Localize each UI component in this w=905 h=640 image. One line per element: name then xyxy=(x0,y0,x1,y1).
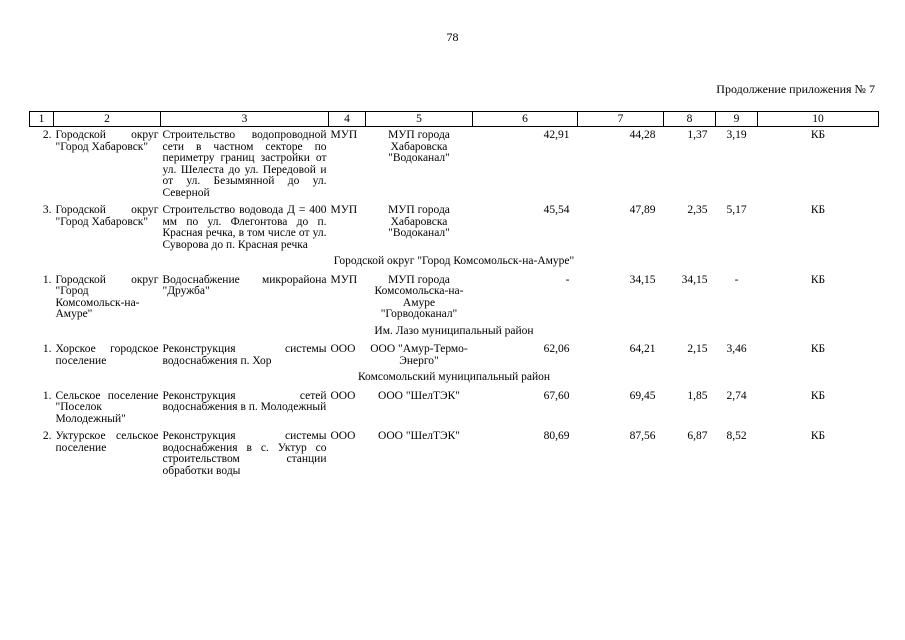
section-header-row xyxy=(30,370,879,388)
value-col9-cell: - xyxy=(734,273,739,286)
section-title: Комсомольский муниципальный район xyxy=(357,371,551,383)
value-col7-cell: 87,56 xyxy=(629,430,656,442)
measure-cell: Водоснабжение микрорайона "Дружба" xyxy=(162,273,327,297)
organization-cell: МУП города Хабаровска "Водоканал" xyxy=(388,204,450,239)
value-col9-cell: 8,52 xyxy=(726,430,747,442)
column-header: 1 xyxy=(30,112,54,127)
municipality-cell: Городской округ "Город Комсомольск-на-Амуре" xyxy=(55,273,159,320)
value-col6-cell: 42,91 xyxy=(543,129,570,141)
municipality-cell: Городской округ "Город Хабаровск" xyxy=(55,204,159,228)
value-col6-cell: 62,06 xyxy=(543,343,570,355)
table-row xyxy=(30,341,879,370)
value-col8-cell: 1,37 xyxy=(687,129,708,141)
section-header-row xyxy=(30,254,879,272)
table-row xyxy=(30,388,879,429)
row-number: 1. xyxy=(42,389,52,402)
value-col7-cell: 64,21 xyxy=(629,343,656,355)
column-header: 8 xyxy=(664,112,716,127)
funding-source-cell: КБ xyxy=(810,273,826,286)
municipality-cell: Хорское городское поселение xyxy=(55,343,159,367)
ownership-form-cell: МУП xyxy=(330,129,358,141)
value-col9-cell: 5,17 xyxy=(726,204,747,216)
row-number: 2. xyxy=(42,129,52,141)
column-header: 5 xyxy=(366,112,473,127)
row-number: 1. xyxy=(42,273,52,286)
value-col6-cell: 45,54 xyxy=(543,204,570,216)
value-col8-cell: 2,35 xyxy=(687,204,708,216)
table-header-row xyxy=(30,112,879,127)
value-col7-cell: 44,28 xyxy=(629,129,656,141)
ownership-form-cell: МУП xyxy=(330,204,358,216)
value-col6-cell: - xyxy=(565,273,570,286)
table-row xyxy=(30,428,879,480)
value-col7-cell: 34,15 xyxy=(629,273,656,286)
section-title: Городской округ "Город Комсомольск-на-Амуре" xyxy=(333,255,575,267)
ownership-form-cell: ООО xyxy=(330,343,356,355)
measure-cell: Реконструкция системы водоснабжения п. Хор xyxy=(162,343,327,367)
municipality-cell: Городской округ "Город Хабаровск" xyxy=(55,129,159,153)
row-number: 1. xyxy=(42,343,52,355)
section-header-row xyxy=(30,324,879,342)
municipality-cell: Сельское поселение "Поселок Молодежный" xyxy=(55,389,159,425)
value-col9-cell: 3,46 xyxy=(726,343,747,355)
measure-cell: Реконструкция сетей водоснабжения в п. Молодежный xyxy=(162,389,327,413)
row-number: 3. xyxy=(42,204,52,216)
value-col8-cell: 34,15 xyxy=(681,273,708,286)
funding-source-cell: КБ xyxy=(810,204,826,216)
investment-table xyxy=(29,111,879,480)
value-col8-cell: 1,85 xyxy=(687,389,708,402)
value-col6-cell: 80,69 xyxy=(543,430,570,442)
table-row xyxy=(30,127,879,203)
column-header: 10 xyxy=(758,112,879,127)
value-col7-cell: 47,89 xyxy=(629,204,656,216)
funding-source-cell: КБ xyxy=(810,129,826,141)
value-col8-cell: 2,15 xyxy=(687,343,708,355)
column-header: 7 xyxy=(578,112,664,127)
organization-cell: ООО "ШелТЭК" xyxy=(378,430,460,442)
value-col7-cell: 69,45 xyxy=(629,389,656,402)
organization-cell: МУП города Комсомольска-на-Амуре "Горводоканал" xyxy=(374,273,464,320)
ownership-form-cell: МУП xyxy=(330,273,358,286)
organization-cell: МУП города Хабаровска "Водоканал" xyxy=(388,129,450,164)
organization-cell: ООО "Амур-Термо-Энерго" xyxy=(370,343,468,367)
funding-source-cell: КБ xyxy=(810,343,826,355)
measure-cell: Строительство водовода Д = 400 мм по ул. Флегонтова до п. Красная речка, в том числе от ул. Суворова до п. Красная речка xyxy=(162,204,327,251)
value-col9-cell: 3,19 xyxy=(726,129,747,141)
measure-cell: Реконструкция системы водоснабжения в с. Уктур со строительством станции обработки воды xyxy=(162,430,327,477)
table-row xyxy=(30,202,879,254)
column-header: 3 xyxy=(161,112,329,127)
column-header: 2 xyxy=(54,112,161,127)
column-header: 9 xyxy=(716,112,758,127)
value-col6-cell: 67,60 xyxy=(543,389,570,402)
table-row xyxy=(30,272,879,324)
column-header: 6 xyxy=(473,112,578,127)
measure-cell: Строительство водопроводной сети в частном секторе по периметру границ застройки от ул. Шелеста до ул. Передовой и от ул. Безымянной до ул. Северной xyxy=(162,129,327,199)
value-col8-cell: 6,87 xyxy=(687,430,708,442)
funding-source-cell: КБ xyxy=(810,389,826,402)
value-col9-cell: 2,74 xyxy=(726,389,747,402)
continuation-title: Продолжение приложения № 7 xyxy=(716,82,875,96)
funding-source-cell: КБ xyxy=(810,430,826,442)
row-number: 2. xyxy=(42,430,52,442)
section-title: Им. Лазо муниципальный район xyxy=(374,324,534,337)
ownership-form-cell: ООО xyxy=(330,389,356,402)
ownership-form-cell: ООО xyxy=(330,430,356,442)
column-header: 4 xyxy=(329,112,366,127)
municipality-cell: Уктурское сельское поселение xyxy=(55,430,159,454)
organization-cell: ООО "ШелТЭК" xyxy=(378,389,460,402)
page-number: 78 xyxy=(446,30,459,44)
